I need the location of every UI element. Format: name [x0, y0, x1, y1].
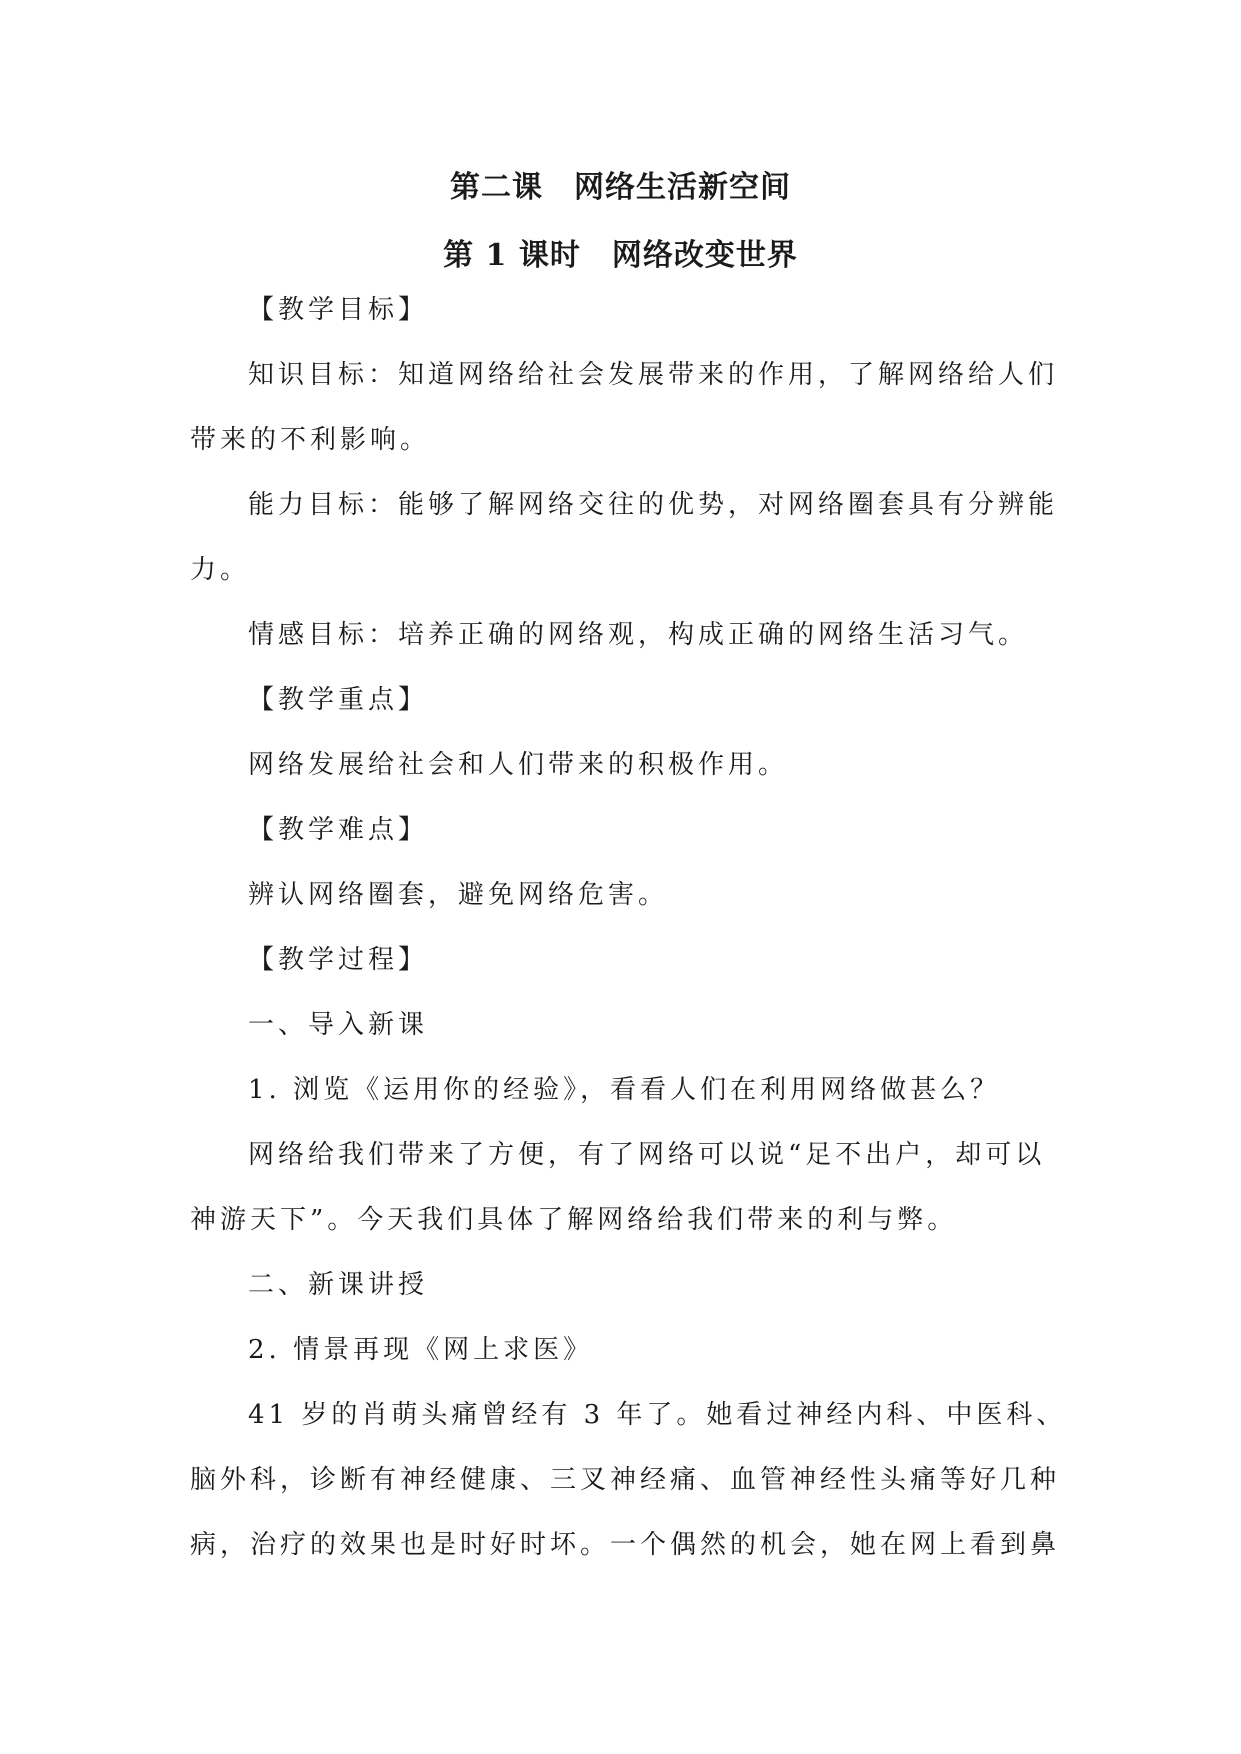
paragraph-line: 带来的不利影响。	[190, 425, 431, 455]
paragraph-line: 病，治疗的效果也是时好时坏。一个偶然的机会，她在网上看到鼻	[190, 1530, 1061, 1560]
section-heading-key-points: 【教学重点】	[248, 685, 429, 715]
paragraph-line: 41 岁的肖萌头痛曾经有 3 年了。她看过神经内科、中医科、	[248, 1400, 1067, 1430]
paragraph-line: 2. 情景再现《网上求医》	[248, 1335, 594, 1365]
section-heading-process: 【教学过程】	[248, 945, 429, 975]
paragraph-line: 力。	[190, 555, 251, 585]
paragraph-line: 二、新课讲授	[248, 1270, 429, 1300]
section-heading-difficulties: 【教学难点】	[248, 815, 429, 845]
paragraph-line: 能力目标：能够了解网络交往的优势，对网络圈套具有分辨能	[248, 490, 1059, 520]
paragraph-line: 网络发展给社会和人们带来的积极作用。	[248, 750, 789, 780]
section-heading-objectives: 【教学目标】	[248, 295, 429, 325]
paragraph-line: 知识目标：知道网络给社会发展带来的作用，了解网络给人们	[248, 360, 1059, 390]
paragraph-line: 1. 浏览《运用你的经验》，看看人们在利用网络做甚么？	[248, 1075, 1001, 1105]
paragraph-line: 一、导入新课	[248, 1010, 429, 1040]
paragraph-line: 脑外科，诊断有神经健康、三叉神经痛、血管神经性头痛等好几种	[190, 1465, 1061, 1495]
lesson-title: 第二课 网络生活新空间	[450, 170, 791, 205]
paragraph-line: 网络给我们带来了方便，有了网络可以说“足不出户，却可以	[248, 1140, 1046, 1170]
lesson-subtitle: 第 1 课时 网络改变世界	[443, 238, 798, 273]
paragraph-line: 情感目标：培养正确的网络观，构成正确的网络生活习气。	[248, 620, 1029, 650]
paragraph-line: 辨认网络圈套，避免网络危害。	[248, 880, 669, 910]
paragraph-line: 神游天下”。今天我们具体了解网络给我们带来的利与弊。	[190, 1205, 958, 1235]
